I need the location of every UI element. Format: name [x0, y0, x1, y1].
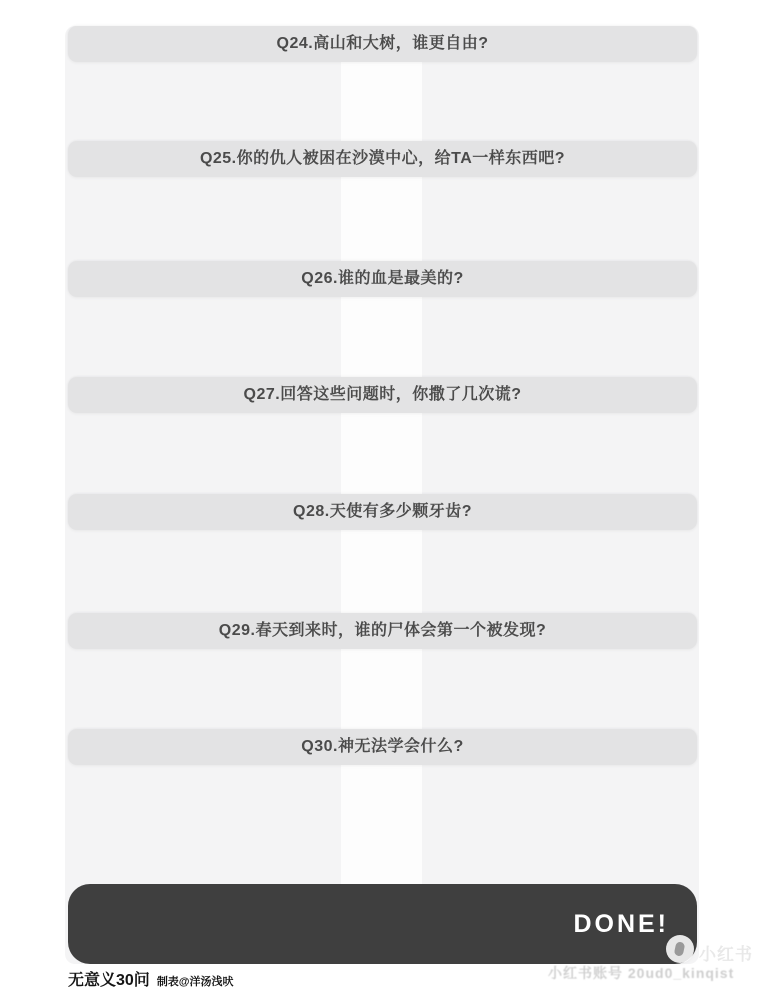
question-bar-q30: [68, 729, 697, 765]
question-label-q28: Q28.天使有多少颗牙齿?: [293, 503, 472, 520]
question-bar-q26: [68, 261, 697, 297]
question-label-q25: Q25.你的仇人被困在沙漠中心，给TA一样东西吧?: [199, 150, 566, 167]
question-label-q26: Q26.谁的血是最美的?: [301, 270, 464, 287]
footer: [68, 967, 234, 990]
footer-credit: 制表@洋汤浅吠: [156, 976, 234, 988]
footer-title: 无意义30问: [68, 972, 150, 989]
question-label-q29: Q29.春天到来时，谁的尸体会第一个被发现?: [218, 622, 547, 639]
watermark-account-text: 小红书账号 20ud0_kinqist: [548, 965, 735, 981]
done-button-label: DONE!: [573, 910, 669, 938]
xiaohongshu-watermark-text: 小红书: [699, 945, 753, 964]
question-bar-q28: [68, 494, 697, 530]
question-bar-q24: [68, 26, 697, 62]
done-button[interactable]: [68, 884, 697, 964]
question-bar-q29: [68, 613, 697, 649]
question-label-q24: Q24.高山和大树，谁更自由?: [276, 35, 489, 52]
question-bar-q25: [68, 141, 697, 177]
xiaohongshu-logo-icon: [666, 935, 694, 963]
question-bar-q27: [68, 377, 697, 413]
question-label-q30: Q30.神无法学会什么?: [301, 738, 464, 755]
question-label-q27: Q27.回答这些问题时，你撒了几次谎?: [243, 386, 522, 403]
